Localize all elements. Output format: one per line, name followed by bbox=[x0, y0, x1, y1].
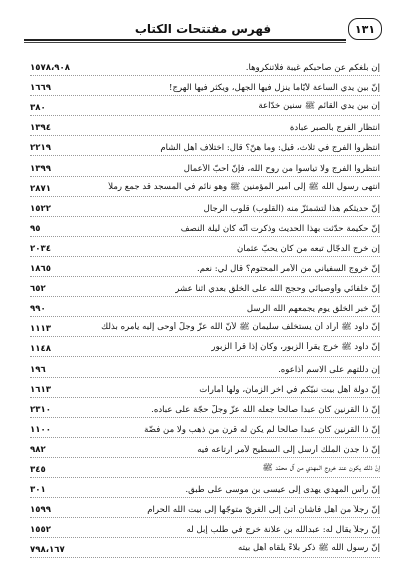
entry-page-refs: ١٥٩٩ bbox=[30, 505, 51, 516]
entry-page-refs: ١٥٥٢ bbox=[30, 525, 51, 536]
entry-page-refs: ١٦٦٩ bbox=[30, 83, 51, 94]
index-entry bbox=[30, 116, 380, 136]
entry-page-refs: ١٥٢٢ bbox=[30, 203, 51, 214]
entry-page-refs: ٦٥٢ bbox=[30, 284, 46, 295]
entry-text: إن دللتهم على الاسم أذاعوه. bbox=[278, 364, 380, 375]
index-entry bbox=[30, 317, 380, 337]
index-entry bbox=[30, 518, 380, 538]
entry-page-refs: ٩٩٠ bbox=[30, 304, 46, 315]
entry-text: إنّ رسول الله ﷺ ذكر بلاءً يلقاه أهل بيته bbox=[238, 543, 380, 554]
index-entry bbox=[30, 458, 380, 478]
page-header bbox=[24, 22, 382, 40]
index-entry bbox=[30, 398, 380, 418]
entry-page-refs: ٩٨٢ bbox=[30, 444, 46, 455]
index-entry bbox=[30, 277, 380, 297]
entry-page-refs: ٣٠١ bbox=[30, 485, 46, 496]
entry-page-refs: ٣٨٠ bbox=[30, 103, 46, 114]
page-title: فهرس مفتتحات الكتاب bbox=[134, 22, 272, 36]
index-entry bbox=[30, 438, 380, 458]
index-entry bbox=[30, 357, 380, 377]
entry-page-refs: ٢٨٧١ bbox=[30, 183, 51, 194]
entry-text: إنّ دولة أهل بيت نبيّكم في آخر الزمان، ولها أمارات bbox=[199, 384, 380, 395]
entry-page-refs: ٣٤٥ bbox=[30, 464, 46, 475]
entry-page-refs: ١١٠٠ bbox=[30, 424, 51, 435]
index-entry bbox=[30, 237, 380, 257]
index-entry bbox=[30, 337, 380, 357]
index-list bbox=[30, 56, 380, 558]
entry-page-refs: ١٣٩٤ bbox=[30, 123, 51, 134]
entry-text: انتظروا الفرج ولا تيأسوا من روح الله، فإنّ أحبّ الأعمال bbox=[183, 163, 380, 174]
entry-page-refs: ١٦١٣ bbox=[30, 384, 51, 395]
entry-text: إنّ ذا جدن الملك أرسل إلى السطيح لأمر ارتاعه فيه bbox=[197, 444, 380, 455]
entry-text: إنّ داود ﷺ خرج يقرأ الزبور، وكان إذا قرأ الزبور bbox=[211, 342, 380, 353]
entry-text: إنّ ذلك يكون عند خروج المهدي من آل محمّد ﷺ bbox=[262, 462, 380, 473]
entry-page-refs: ١٥٧٨،٩٠٨ bbox=[30, 63, 70, 74]
index-entry bbox=[30, 217, 380, 237]
header-rule-thin bbox=[24, 42, 346, 43]
entry-text: إنّ داود ﷺ أراد أن يستخلف سليمان ﷺ لأنّ الله عزّ وجلّ أوحى إليه يأمره بذلك bbox=[101, 322, 380, 333]
index-entry bbox=[30, 96, 380, 116]
index-entry bbox=[30, 136, 380, 156]
entry-text: انتظروا الفرج في ثلاث، قيل: وما هنّ؟ قال: اختلاف أهل الشام bbox=[160, 143, 380, 154]
index-entry bbox=[30, 177, 380, 197]
index-entry bbox=[30, 498, 380, 518]
entry-text: إنّ رجلاً يقال له: عبدالله بن علانة خرج في طلب إبل له bbox=[186, 525, 380, 536]
entry-page-refs: ٩٥ bbox=[30, 223, 41, 234]
entry-text: إنّ حديثكم هذا لتشمئزّ منه (القلوب) قلوب الرجال bbox=[203, 203, 380, 214]
entry-page-refs: ١٣٩٩ bbox=[30, 163, 51, 174]
entry-page-refs: ١٩٦ bbox=[30, 364, 46, 375]
entry-page-refs: ١٨٦٥ bbox=[30, 264, 51, 275]
entry-page-refs: ١١١٣ bbox=[30, 324, 51, 335]
entry-text: إن بين يدي القائم ﷺ سنين خدّاعة bbox=[258, 101, 380, 112]
index-entry bbox=[30, 418, 380, 438]
entry-text: إنّ رأس المهدي يهدى إلى عيسى بن موسى على طبق. bbox=[185, 485, 380, 496]
header-rule bbox=[24, 39, 346, 41]
index-entry bbox=[30, 156, 380, 176]
index-entry bbox=[30, 56, 380, 76]
entry-text: إنّ خلفائي وأوصيائي وحجج الله على الخلق بعدي اثنا عشر bbox=[175, 284, 380, 295]
entry-text: إنّ بين يدي الساعة لأيّاماً ينزل فيها الجهل، ويكثر فيها الهرج! bbox=[169, 83, 380, 94]
index-entry bbox=[30, 76, 380, 96]
entry-page-refs: ٢٣١٠ bbox=[30, 404, 51, 415]
entry-text: إن خرج الدجّال تبعه من كان يحبّ عثمان bbox=[236, 243, 380, 254]
page-number-badge: ١٣١ bbox=[348, 18, 382, 40]
entry-page-refs: ٢٠٣٤ bbox=[30, 243, 51, 254]
index-entry bbox=[30, 378, 380, 398]
entry-text: إنّ خبر الخلق يوم يجمعهم الله الرسل bbox=[246, 304, 380, 315]
entry-text: إنّ حكيمة حدّثت بهذا الحديث وذكرت أنّه كان ليلة النصف bbox=[180, 223, 380, 234]
entry-text: إن بلغكم عن صاحبكم غيبة فلاتنكروها. bbox=[245, 63, 380, 74]
entry-text: إنّ خروج السفياني من الأمر المحتوم؟ قال لي: نعم. bbox=[197, 264, 380, 275]
index-entry bbox=[30, 197, 380, 217]
entry-text: انتظار الفرج بالصبر عبادة bbox=[289, 123, 380, 134]
entry-text: انتهى رسول الله ﷺ إلى أمير المؤمنين ﷺ وهو نائم في المسجد قد جمع رملاً bbox=[108, 181, 380, 192]
index-entry bbox=[30, 257, 380, 277]
entry-text: إنّ ذا القرنين كان عبداً صالحاً لم يكن له قرن من ذهب ولا من فضّة bbox=[144, 424, 380, 435]
index-entry bbox=[30, 297, 380, 317]
entry-page-refs: ٧٩٨،١٦٧ bbox=[30, 545, 65, 556]
index-entry bbox=[30, 538, 380, 558]
index-entry bbox=[30, 478, 380, 498]
entry-text: إنّ رجلاً من أهل فاشان أتىٰ إلى الغريّ متوجّهاً إلى بيت الله الحرام bbox=[147, 505, 380, 516]
entry-page-refs: ٢٢١٩ bbox=[30, 143, 51, 154]
entry-page-refs: ١١٤٨ bbox=[30, 344, 51, 355]
entry-text: إنّ ذا القرنين كان عبداً صالحاً جعله الله عزّ وجلّ حجّة على عباده. bbox=[151, 404, 380, 415]
